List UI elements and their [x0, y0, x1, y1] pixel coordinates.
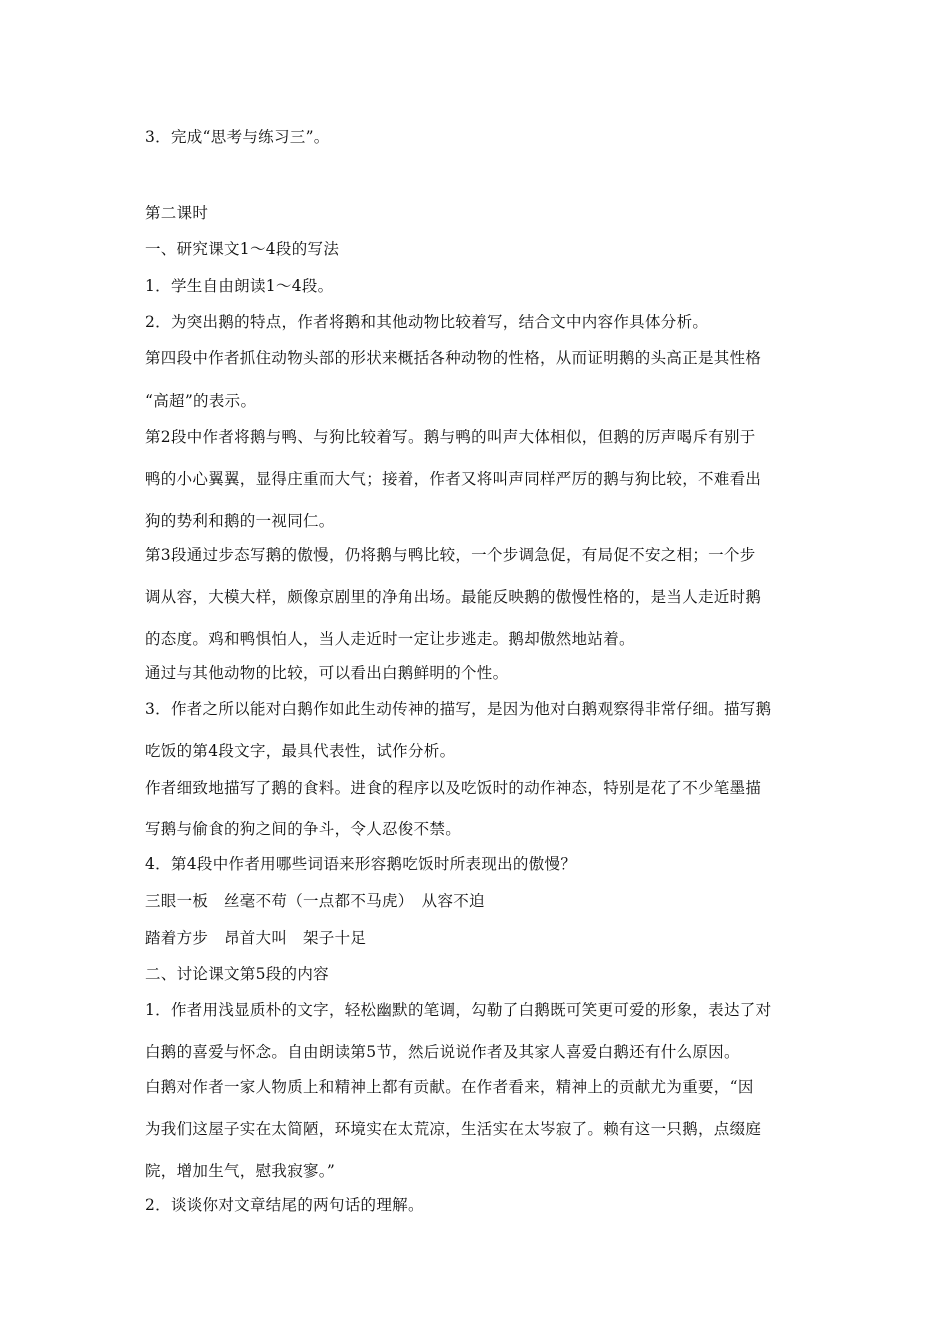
section-heading: 二、讨论课文第5段的内容: [145, 965, 329, 983]
text-line: 第3段通过步态写鹅的傲慢，仍将鹅与鸭比较，一个步调急促，有局促不安之相；一个步: [145, 546, 756, 564]
text-line: 三眼一板 丝毫不苟（一点都不马虎） 从容不迫: [145, 892, 485, 910]
text-line: 为我们这屋子实在太简陋，环境实在太荒凉，生活实在太岑寂了。赖有这一只鹅，点缀庭: [145, 1120, 762, 1138]
text-line: 踏着方步 昂首大叫 架子十足: [145, 929, 367, 947]
text-line: 的态度。鸡和鸭惧怕人，当人走近时一定让步逃走。鹅却傲然地站着。: [145, 630, 635, 648]
text-line: 白鹅的喜爱与怀念。自由朗读第5节，然后说说作者及其家人喜爱白鹅还有什么原因。: [145, 1043, 740, 1061]
text-line: 作者细致地描写了鹅的食料。进食的程序以及吃饭时的动作神态，特别是花了不少笔墨描: [145, 779, 762, 797]
text-line: 3．完成“思考与练习三”。: [145, 128, 330, 146]
text-line: 鸭的小心翼翼，显得庄重而大气；接着，作者又将叫声同样严厉的鹅与狗比较，不难看出: [145, 470, 762, 488]
text-line: 白鹅对作者一家人物质上和精神上都有贡献。在作者看来，精神上的贡献尤为重要，“因: [145, 1078, 754, 1096]
text-line: 1．作者用浅显质朴的文字，轻松幽默的笔调，勾勒了白鹅既可笑更可爱的形象，表达了对: [145, 1001, 772, 1019]
text-line: 调从容，大模大样，颇像京剧里的净角出场。最能反映鹅的傲慢性格的，是当人走近时鹅: [145, 588, 762, 606]
text-line: 2．谈谈你对文章结尾的两句话的理解。: [145, 1196, 424, 1214]
text-line: 写鹅与偷食的狗之间的争斗，令人忍俊不禁。: [145, 820, 462, 838]
text-line: 院，增加生气，慰我寂寥。”: [145, 1162, 336, 1180]
text-line: 第四段中作者抓住动物头部的形状来概括各种动物的性格，从而证明鹅的头高正是其性格: [145, 349, 762, 367]
text-line: 狗的势利和鹅的一视同仁。: [145, 512, 335, 530]
text-line: 2．为突出鹅的特点，作者将鹅和其他动物比较着写，结合文中内容作具体分析。: [145, 313, 709, 331]
text-line: 通过与其他动物的比较，可以看出白鹅鲜明的个性。: [145, 664, 509, 682]
text-line: 第2段中作者将鹅与鸭、与狗比较着写。鹅与鸭的叫声大体相似，但鹅的厉声喝斥有别于: [145, 428, 756, 446]
text-line: “高超”的表示。: [145, 392, 257, 410]
text-line: 1．学生自由朗读1～4段。: [145, 277, 334, 295]
section-heading: 第二课时: [145, 204, 209, 222]
text-line: 吃饭的第4段文字，最具代表性，试作分析。: [145, 742, 456, 760]
text-line: 4．第4段中作者用哪些词语来形容鹅吃饭时所表现出的傲慢？: [145, 855, 577, 873]
text-line: 3．作者之所以能对白鹅作如此生动传神的描写，是因为他对白鹅观察得非常仔细。描写鹅: [145, 700, 772, 718]
section-heading: 一、研究课文1～4段的写法: [145, 240, 340, 258]
